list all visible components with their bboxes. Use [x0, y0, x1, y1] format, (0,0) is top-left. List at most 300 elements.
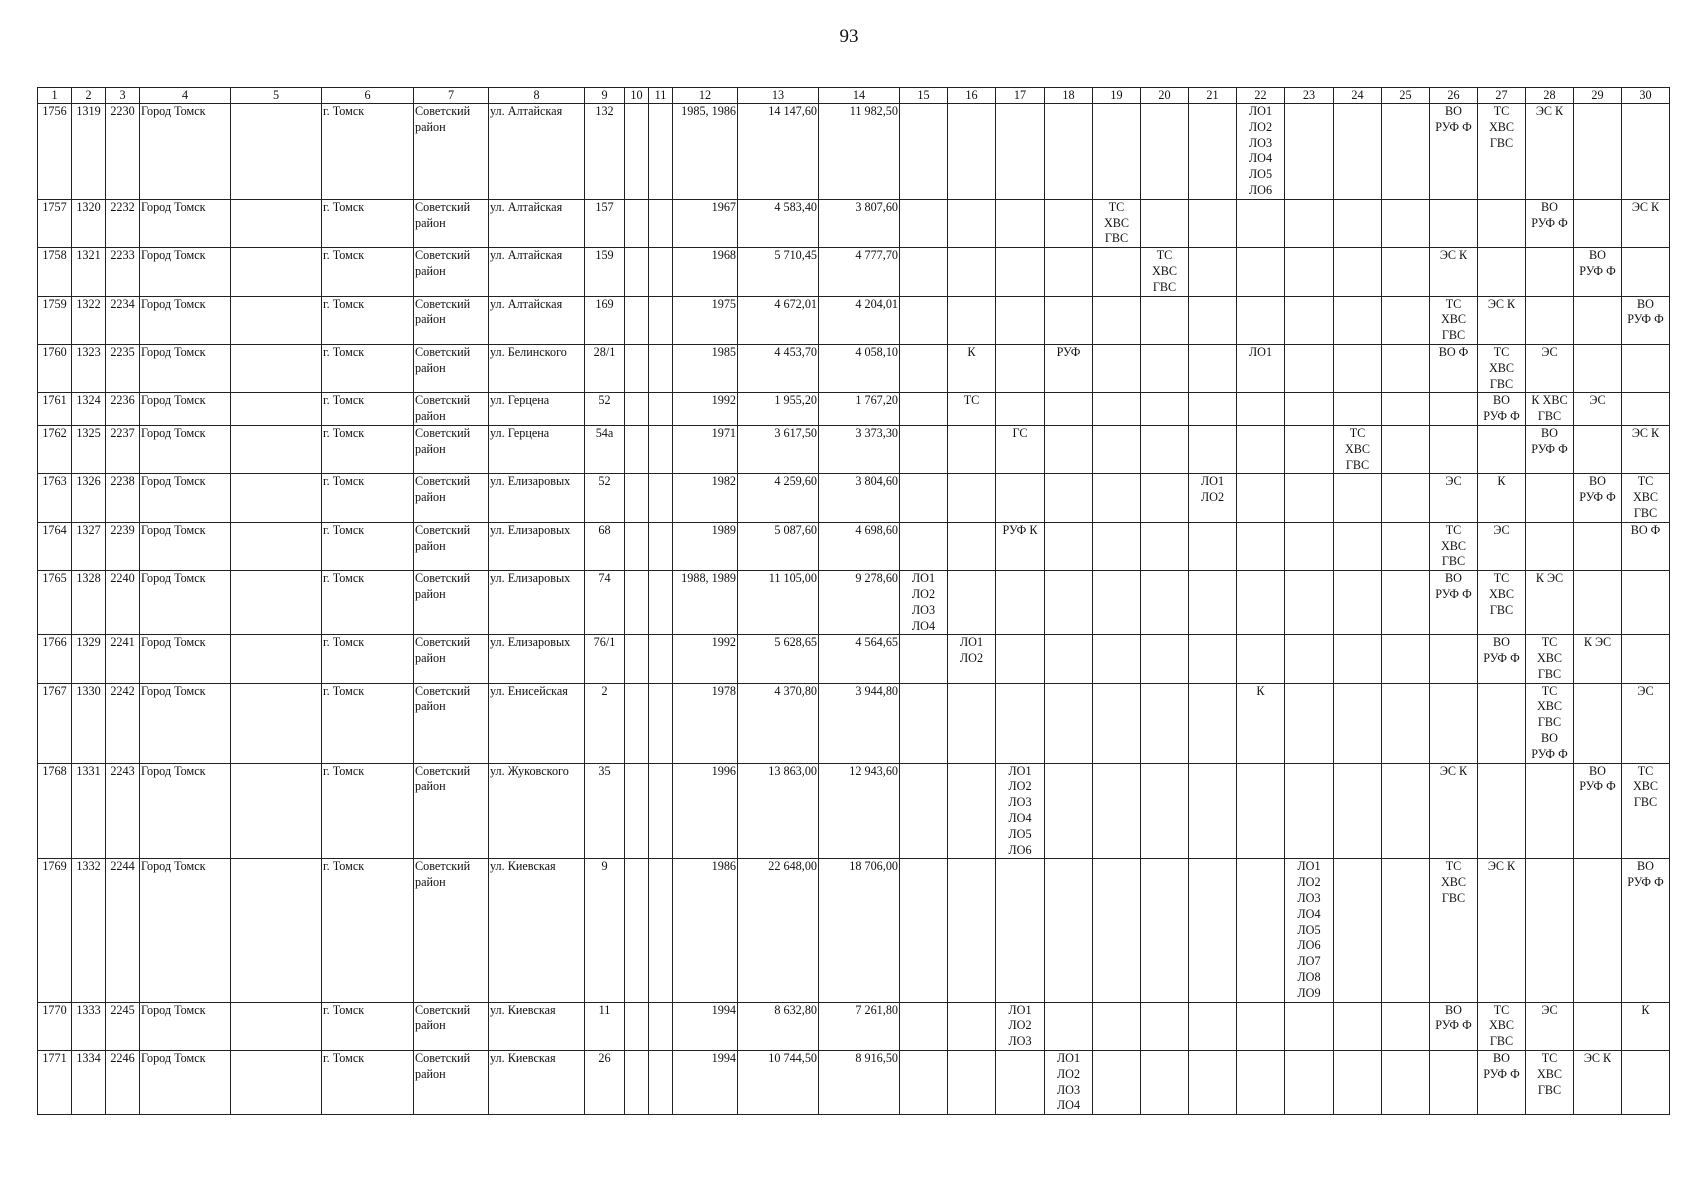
cell-col-30: [1622, 199, 1670, 247]
cell-col-27: [1478, 859, 1526, 1002]
cell-col-18: [1045, 425, 1093, 473]
cell-col-11: [649, 683, 673, 763]
cell-col-10: [625, 104, 649, 200]
cell-col-14: 9 278,60: [819, 571, 900, 635]
cell-col-8: ул. Алтайская: [489, 199, 585, 247]
column-header-22: 22: [1237, 88, 1285, 104]
cell-col-30: [1622, 635, 1670, 683]
cell-line: Советский: [415, 635, 471, 650]
cell-line: РУФ Ф: [1579, 263, 1616, 278]
cell-col-28: [1526, 859, 1574, 1002]
cell-col-17: [996, 571, 1045, 635]
cell-col-4: Город Томск: [140, 425, 231, 473]
cell-col-23: [1285, 635, 1334, 683]
cell-line: район: [415, 263, 446, 278]
cell-col-12: 1982: [673, 474, 738, 522]
cell-line: ГВС: [1489, 376, 1514, 391]
cell-col-25: [1382, 859, 1430, 1002]
cell-col-30: [1622, 1051, 1670, 1115]
column-header-5: 5: [231, 88, 322, 104]
cell-line: ЭС: [1541, 344, 1558, 359]
cell-line: ТС: [1493, 571, 1510, 586]
cell-col-8: ул. Киевская: [489, 1051, 585, 1115]
cell-line: ЛО3: [1056, 1082, 1081, 1097]
cell-col-27: [1478, 296, 1526, 344]
table-row: [38, 1051, 1670, 1115]
cell-col-19: [1093, 522, 1141, 570]
cell-col-4: Город Томск: [140, 859, 231, 1002]
cell-col-26: [1430, 571, 1478, 635]
cell-col-16: [948, 393, 996, 426]
cell-col-15: [900, 425, 948, 473]
cell-col-5: [231, 763, 322, 859]
cell-line: Советский: [415, 393, 471, 408]
cell-col-11: [649, 199, 673, 247]
cell-col-5: [231, 1051, 322, 1115]
cell-col-27: [1478, 1051, 1526, 1115]
cell-line: ХВС: [1488, 119, 1515, 134]
cell-col-27: [1478, 425, 1526, 473]
cell-col-20: [1141, 474, 1189, 522]
cell-col-10: [625, 199, 649, 247]
cell-line: Советский: [415, 344, 471, 359]
cell-col-15: [900, 635, 948, 683]
cell-col-12: 1994: [673, 1002, 738, 1050]
cell-col-15: [900, 199, 948, 247]
cell-col-4: Город Томск: [140, 104, 231, 200]
cell-col-6: г. Томск: [322, 344, 414, 392]
cell-line: ЭС К: [1487, 296, 1516, 311]
cell-col-6: г. Томск: [322, 425, 414, 473]
cell-col-15: [900, 248, 948, 296]
cell-col-23: [1285, 393, 1334, 426]
cell-col-30: [1622, 425, 1670, 473]
cell-col-27: [1478, 763, 1526, 859]
cell-line: ГВС: [1537, 715, 1562, 730]
table-row: [38, 248, 1670, 296]
cell-col-22: [1237, 474, 1285, 522]
cell-col-12: 1994: [673, 1051, 738, 1115]
cell-col-19: [1093, 199, 1141, 247]
cell-line: ХВС: [1488, 360, 1515, 375]
cell-col-14: 4 564,65: [819, 635, 900, 683]
cell-col-25: [1382, 393, 1430, 426]
table-row: [38, 1002, 1670, 1050]
cell-col-20: [1141, 104, 1189, 200]
cell-col-18: [1045, 248, 1093, 296]
cell-col-23: [1285, 859, 1334, 1002]
cell-col-4: Город Томск: [140, 344, 231, 392]
cell-col-13: 1 955,20: [738, 393, 819, 426]
cell-col-12: 1978: [673, 683, 738, 763]
cell-col-12: 1992: [673, 393, 738, 426]
cell-col-28: [1526, 104, 1574, 200]
cell-col-21: [1189, 248, 1237, 296]
cell-col-25: [1382, 344, 1430, 392]
cell-col-16: [948, 683, 996, 763]
cell-line: ЛО2: [1297, 875, 1321, 890]
cell-line: ВО: [1589, 763, 1606, 778]
cell-col-29: [1574, 859, 1622, 1002]
cell-col-8: ул. Елизаровых: [489, 522, 585, 570]
cell-col-12: 1975: [673, 296, 738, 344]
cell-line: К: [1497, 474, 1506, 489]
cell-col-17: [996, 635, 1045, 683]
cell-col-25: [1382, 683, 1430, 763]
cell-col-3: 2238: [106, 474, 140, 522]
cell-line: РУФ Ф: [1579, 490, 1616, 505]
cell-col-29: [1574, 248, 1622, 296]
cell-col-28: [1526, 296, 1574, 344]
cell-col-20: [1141, 522, 1189, 570]
column-header-25: 25: [1382, 88, 1430, 104]
cell-col-17: [996, 763, 1045, 859]
cell-col-22: [1237, 522, 1285, 570]
cell-col-9: 76/1: [585, 635, 625, 683]
cell-col-14: 4 204,01: [819, 296, 900, 344]
cell-col-3: 2244: [106, 859, 140, 1002]
cell-col-3: 2233: [106, 248, 140, 296]
cell-col-3: 2241: [106, 635, 140, 683]
cell-line: РУФ Ф: [1483, 409, 1520, 424]
cell-col-2: 1326: [72, 474, 106, 522]
cell-col-30: [1622, 393, 1670, 426]
cell-line: Советский: [415, 1002, 471, 1017]
cell-col-13: 3 617,50: [738, 425, 819, 473]
cell-col-11: [649, 763, 673, 859]
cell-col-7: [414, 425, 489, 473]
cell-col-24: [1334, 859, 1382, 1002]
cell-col-12: 1985: [673, 344, 738, 392]
cell-col-9: 132: [585, 104, 625, 200]
cell-col-12: 1992: [673, 635, 738, 683]
column-header-7: 7: [414, 88, 489, 104]
cell-col-22: [1237, 425, 1285, 473]
cell-col-26: [1430, 296, 1478, 344]
cell-line: ВО: [1445, 571, 1462, 586]
cell-col-12: 1986: [673, 859, 738, 1002]
cell-col-19: [1093, 683, 1141, 763]
cell-col-1: 1756: [38, 104, 72, 200]
cell-col-16: [948, 522, 996, 570]
cell-col-18: [1045, 763, 1093, 859]
cell-col-27: [1478, 474, 1526, 522]
page-number: 93: [839, 26, 859, 47]
table-body: [38, 104, 1670, 1115]
cell-col-29: [1574, 763, 1622, 859]
cell-col-12: 1988, 1989: [673, 571, 738, 635]
cell-col-25: [1382, 1051, 1430, 1115]
cell-col-19: [1093, 425, 1141, 473]
cell-line: РУФ Ф: [1435, 1018, 1472, 1033]
cell-col-14: 11 982,50: [819, 104, 900, 200]
table-row: [38, 571, 1670, 635]
cell-col-18: [1045, 393, 1093, 426]
cell-col-19: [1093, 635, 1141, 683]
cell-col-26: [1430, 635, 1478, 683]
cell-col-30: [1622, 104, 1670, 200]
cell-line: РУФ Ф: [1627, 875, 1664, 890]
cell-col-20: [1141, 296, 1189, 344]
cell-col-16: [948, 571, 996, 635]
cell-col-27: [1478, 199, 1526, 247]
cell-col-21: [1189, 635, 1237, 683]
cell-col-7: [414, 683, 489, 763]
cell-col-24: [1334, 104, 1382, 200]
cell-line: ЛО4: [911, 618, 936, 633]
cell-col-2: 1322: [72, 296, 106, 344]
cell-col-19: [1093, 571, 1141, 635]
cell-col-29: [1574, 1051, 1622, 1115]
cell-col-24: [1334, 571, 1382, 635]
cell-line: ХВС: [1536, 651, 1563, 666]
cell-col-23: [1285, 296, 1334, 344]
cell-col-9: 169: [585, 296, 625, 344]
cell-col-21: [1189, 474, 1237, 522]
cell-col-25: [1382, 635, 1430, 683]
column-header-8: 8: [489, 88, 585, 104]
cell-col-2: 1320: [72, 199, 106, 247]
cell-line: ЛО4: [1248, 151, 1273, 166]
table-row: [38, 859, 1670, 1002]
cell-line: ТС: [1541, 1051, 1558, 1066]
table-row: [38, 104, 1670, 200]
cell-col-24: [1334, 199, 1382, 247]
cell-col-18: [1045, 635, 1093, 683]
cell-col-10: [625, 1051, 649, 1115]
cell-col-29: [1574, 344, 1622, 392]
cell-col-17: [996, 683, 1045, 763]
cell-line: ТС: [1493, 1002, 1510, 1017]
cell-col-13: 4 259,60: [738, 474, 819, 522]
cell-col-9: 35: [585, 763, 625, 859]
cell-col-2: 1323: [72, 344, 106, 392]
cell-line: ЛО1: [1297, 859, 1321, 874]
cell-col-25: [1382, 1002, 1430, 1050]
cell-col-13: 4 370,80: [738, 683, 819, 763]
cell-col-9: 2: [585, 683, 625, 763]
cell-col-13: 11 105,00: [738, 571, 819, 635]
cell-line: ЛО1: [1008, 763, 1032, 778]
cell-col-22: [1237, 571, 1285, 635]
cell-line: ГВС: [1489, 1034, 1514, 1049]
table-row: [38, 474, 1670, 522]
cell-line: ЭС: [1589, 393, 1606, 408]
cell-col-6: г. Томск: [322, 393, 414, 426]
cell-col-8: ул. Енисейская: [489, 683, 585, 763]
cell-col-25: [1382, 763, 1430, 859]
register-table: [37, 87, 1670, 1115]
cell-col-8: ул. Герцена: [489, 393, 585, 426]
cell-line: ЛО1: [1008, 1002, 1032, 1017]
cell-col-20: [1141, 763, 1189, 859]
cell-line: ВО Ф: [1630, 522, 1661, 537]
cell-col-15: [900, 344, 948, 392]
cell-col-30: [1622, 522, 1670, 570]
cell-col-9: 68: [585, 522, 625, 570]
cell-col-26: [1430, 1002, 1478, 1050]
table-row: [38, 296, 1670, 344]
cell-line: ТС: [1637, 763, 1654, 778]
cell-col-13: 8 632,80: [738, 1002, 819, 1050]
cell-col-16: [948, 1051, 996, 1115]
cell-col-7: [414, 199, 489, 247]
cell-line: ГВС: [1152, 279, 1177, 294]
cell-col-24: [1334, 763, 1382, 859]
cell-col-2: 1334: [72, 1051, 106, 1115]
cell-col-16: [948, 1002, 996, 1050]
cell-line: ЛО1: [959, 635, 984, 650]
cell-col-21: [1189, 1002, 1237, 1050]
cell-col-1: 1769: [38, 859, 72, 1002]
cell-line: ЛО3: [1248, 135, 1273, 150]
cell-col-10: [625, 522, 649, 570]
cell-line: ЭС: [1637, 683, 1654, 698]
cell-col-20: [1141, 1051, 1189, 1115]
cell-col-9: 52: [585, 474, 625, 522]
cell-col-5: [231, 683, 322, 763]
cell-line: ЛО6: [1297, 938, 1321, 953]
column-header-16: 16: [948, 88, 996, 104]
cell-col-20: [1141, 683, 1189, 763]
cell-col-9: 11: [585, 1002, 625, 1050]
cell-col-25: [1382, 425, 1430, 473]
cell-col-27: [1478, 683, 1526, 763]
cell-line: ЛО3: [1297, 891, 1321, 906]
cell-col-6: г. Томск: [322, 199, 414, 247]
column-header-11: 11: [649, 88, 673, 104]
cell-col-3: 2239: [106, 522, 140, 570]
cell-col-20: [1141, 425, 1189, 473]
cell-col-15: [900, 296, 948, 344]
table-row: [38, 763, 1670, 859]
table-row: [38, 425, 1670, 473]
column-header-23: 23: [1285, 88, 1334, 104]
cell-col-9: 52: [585, 393, 625, 426]
cell-col-8: ул. Елизаровых: [489, 474, 585, 522]
cell-col-18: [1045, 522, 1093, 570]
column-header-12: 12: [673, 88, 738, 104]
cell-col-8: ул. Алтайская: [489, 296, 585, 344]
cell-col-3: 2232: [106, 199, 140, 247]
cell-col-28: [1526, 571, 1574, 635]
cell-col-27: [1478, 571, 1526, 635]
cell-line: ЭС К: [1631, 199, 1660, 214]
cell-line: К: [1256, 683, 1265, 698]
cell-col-1: 1762: [38, 425, 72, 473]
cell-col-5: [231, 571, 322, 635]
cell-col-15: [900, 1051, 948, 1115]
cell-col-26: [1430, 1051, 1478, 1115]
cell-col-20: [1141, 571, 1189, 635]
cell-line: ГВС: [1104, 231, 1129, 246]
cell-col-2: 1333: [72, 1002, 106, 1050]
cell-line: К: [1641, 1002, 1650, 1017]
cell-col-10: [625, 1002, 649, 1050]
cell-line: ВО: [1541, 199, 1558, 214]
cell-col-2: 1324: [72, 393, 106, 426]
cell-col-28: [1526, 393, 1574, 426]
cell-col-26: [1430, 859, 1478, 1002]
column-header-13: 13: [738, 88, 819, 104]
cell-line: РУФ К: [1002, 522, 1038, 537]
cell-col-11: [649, 425, 673, 473]
column-number-row: [38, 88, 1670, 104]
cell-line: Советский: [415, 248, 471, 263]
cell-col-6: г. Томск: [322, 248, 414, 296]
cell-col-17: [996, 104, 1045, 200]
cell-line: ТС: [1445, 522, 1462, 537]
cell-col-23: [1285, 104, 1334, 200]
cell-line: ЭС: [1445, 474, 1462, 489]
cell-col-10: [625, 425, 649, 473]
cell-line: ХВС: [1488, 586, 1515, 601]
cell-line: ЭС К: [1583, 1051, 1612, 1066]
cell-line: РУФ Ф: [1627, 312, 1664, 327]
column-header-9: 9: [585, 88, 625, 104]
cell-col-6: г. Томск: [322, 1051, 414, 1115]
cell-col-14: 12 943,60: [819, 763, 900, 859]
cell-col-17: [996, 393, 1045, 426]
cell-line: район: [415, 875, 446, 890]
cell-col-7: [414, 635, 489, 683]
cell-col-26: [1430, 199, 1478, 247]
cell-col-17: [996, 522, 1045, 570]
cell-col-21: [1189, 1051, 1237, 1115]
cell-col-19: [1093, 763, 1141, 859]
cell-col-6: г. Томск: [322, 859, 414, 1002]
cell-col-24: [1334, 1002, 1382, 1050]
cell-col-4: Город Томск: [140, 248, 231, 296]
cell-col-1: 1761: [38, 393, 72, 426]
cell-col-22: [1237, 763, 1285, 859]
cell-col-24: [1334, 393, 1382, 426]
cell-line: район: [415, 490, 446, 505]
table-row: [38, 683, 1670, 763]
cell-col-1: 1758: [38, 248, 72, 296]
cell-col-16: [948, 104, 996, 200]
cell-col-29: [1574, 683, 1622, 763]
cell-col-2: 1332: [72, 859, 106, 1002]
cell-col-16: [948, 763, 996, 859]
cell-col-18: [1045, 683, 1093, 763]
cell-line: Советский: [415, 296, 471, 311]
cell-col-10: [625, 635, 649, 683]
cell-line: ЭС: [1541, 1002, 1558, 1017]
cell-col-8: ул. Белинского: [489, 344, 585, 392]
cell-line: район: [415, 779, 446, 794]
cell-col-22: [1237, 683, 1285, 763]
cell-col-29: [1574, 522, 1622, 570]
cell-col-13: 4 583,40: [738, 199, 819, 247]
cell-col-14: 4 698,60: [819, 522, 900, 570]
cell-col-23: [1285, 344, 1334, 392]
cell-col-6: г. Томск: [322, 522, 414, 570]
cell-col-9: 157: [585, 199, 625, 247]
cell-col-29: [1574, 104, 1622, 200]
cell-line: Советский: [415, 199, 471, 214]
cell-line: ЛО1: [1056, 1051, 1081, 1066]
cell-col-8: ул. Елизаровых: [489, 571, 585, 635]
cell-col-7: [414, 393, 489, 426]
cell-line: Советский: [415, 763, 471, 778]
cell-col-11: [649, 344, 673, 392]
cell-col-9: 159: [585, 248, 625, 296]
cell-col-11: [649, 859, 673, 1002]
cell-col-6: г. Томск: [322, 635, 414, 683]
cell-line: ВО: [1541, 731, 1558, 746]
cell-col-15: [900, 859, 948, 1002]
